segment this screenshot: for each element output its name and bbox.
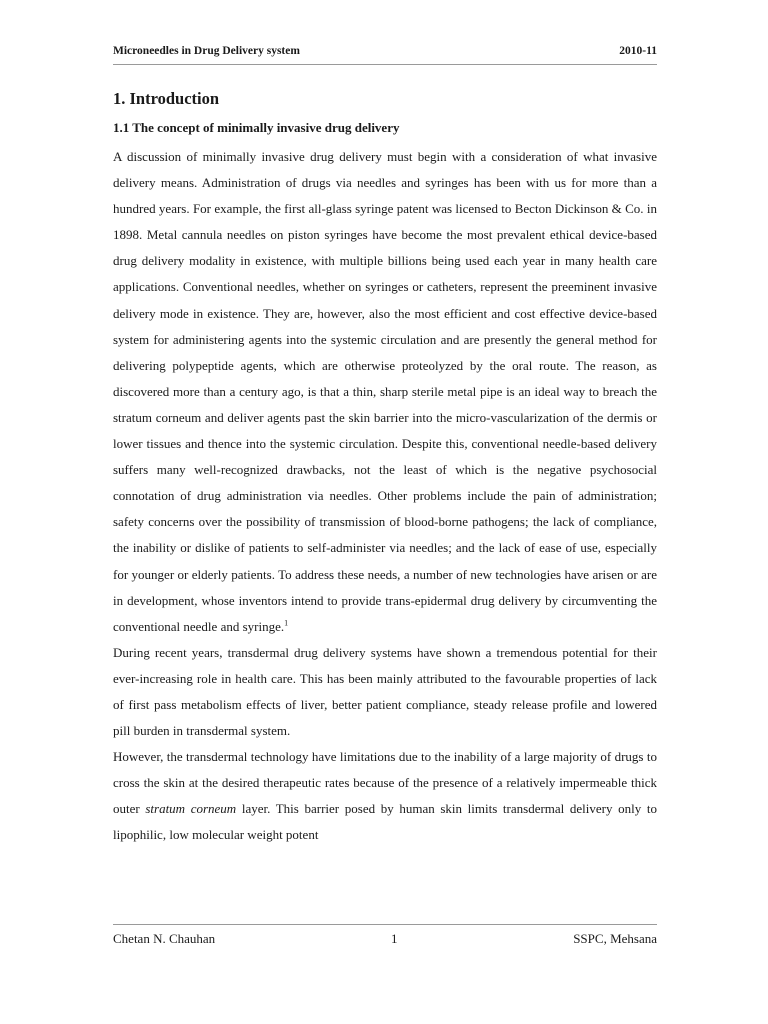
paragraph-3-italic: stratum corneum <box>145 801 237 817</box>
body-text <box>113 144 657 849</box>
subsection-title: 1.1 The concept of minimally invasive drug delivery <box>113 120 400 135</box>
paragraph-2: During recent years, transdermal drug delivery systems have shown a tremendous potential for their ever-increasing role in health care. This has been mainly attributed to the favourable properties of lack of first pass metabolism effects of liver, better patient compliance, steady release profile and lowered pill burden in transdermal system. <box>113 644 657 739</box>
header-title: Microneedles in Drug Delivery system <box>113 45 300 57</box>
footer-page-number: 1 <box>390 931 398 946</box>
footer-divider <box>113 924 657 925</box>
page-header <box>113 45 657 57</box>
footer-author: Chetan N. Chauhan <box>113 931 216 946</box>
paragraph-3 <box>113 744 657 848</box>
page-footer <box>113 931 657 947</box>
paragraph-1 <box>113 144 657 640</box>
paragraph-1-text: A discussion of minimally invasive drug delivery must begin with a consideration of what invasive delivery means. Administration of drugs via needles and syringes has been with us for more than a hundred years. For example, the first all-glass syringe patent was licensed to Becton Dickinson & Co. in 1898. Metal cannula needles on piston syringes have become the most prevalent ethical device-based drug delivery modality in existence, with multiple billions being used each year in many health care applications. Conventional needles, whether on syringes or catheters, represent the preeminent invasive delivery mode in existence. They are, however, also the most efficient and cost effective device-based system for administering agents into the systemic circulation and are presently the general method for delivering polypeptide agents, which are otherwise proteolyzed by the oral route. The reason, as discovered more than a century ago, is that a thin, sharp sterile metal pipe is an ideal way to breach the stratum corneum and deliver agents past the skin barrier into the micro-vascularization of the dermis or lower tissues and thence into the systemic circulation. Despite this, conventional needle-based delivery suffers many well-recognized drawbacks, not the least of which is the negative psychosocial connotation of drug administration via needles. Other problems include the pain of administration; safety concerns over the possibility of transmission of blood-borne pathogens; the lack of compliance, the inability or dislike of patients to self-administer via needles; and the lack of ease of use, especially for younger or elderly patients. To address these needs, a number of new technologies have arisen or are in development, whose inventors intend to provide trans-epidermal drug delivery by circumventing the conventional needle and syringe. <box>113 149 657 634</box>
paragraph-3-start: However, the transdermal technology have limitations due to the inability of a large majority of drugs to cross the skin at the desired therapeutic rates because of the presence of a relatively impermeable thick outer <box>113 749 657 817</box>
paragraph-3-end: layer. This barrier posed by human skin limits transdermal delivery only to lipophilic, low molecular weight potent <box>113 801 657 843</box>
reference-superscript: 1 <box>284 618 289 628</box>
header-divider <box>113 64 657 65</box>
section-title: 1. Introduction <box>113 89 220 108</box>
header-year: 2010-11 <box>619 45 657 57</box>
footer-institution: SSPC, Mehsana <box>573 931 657 946</box>
